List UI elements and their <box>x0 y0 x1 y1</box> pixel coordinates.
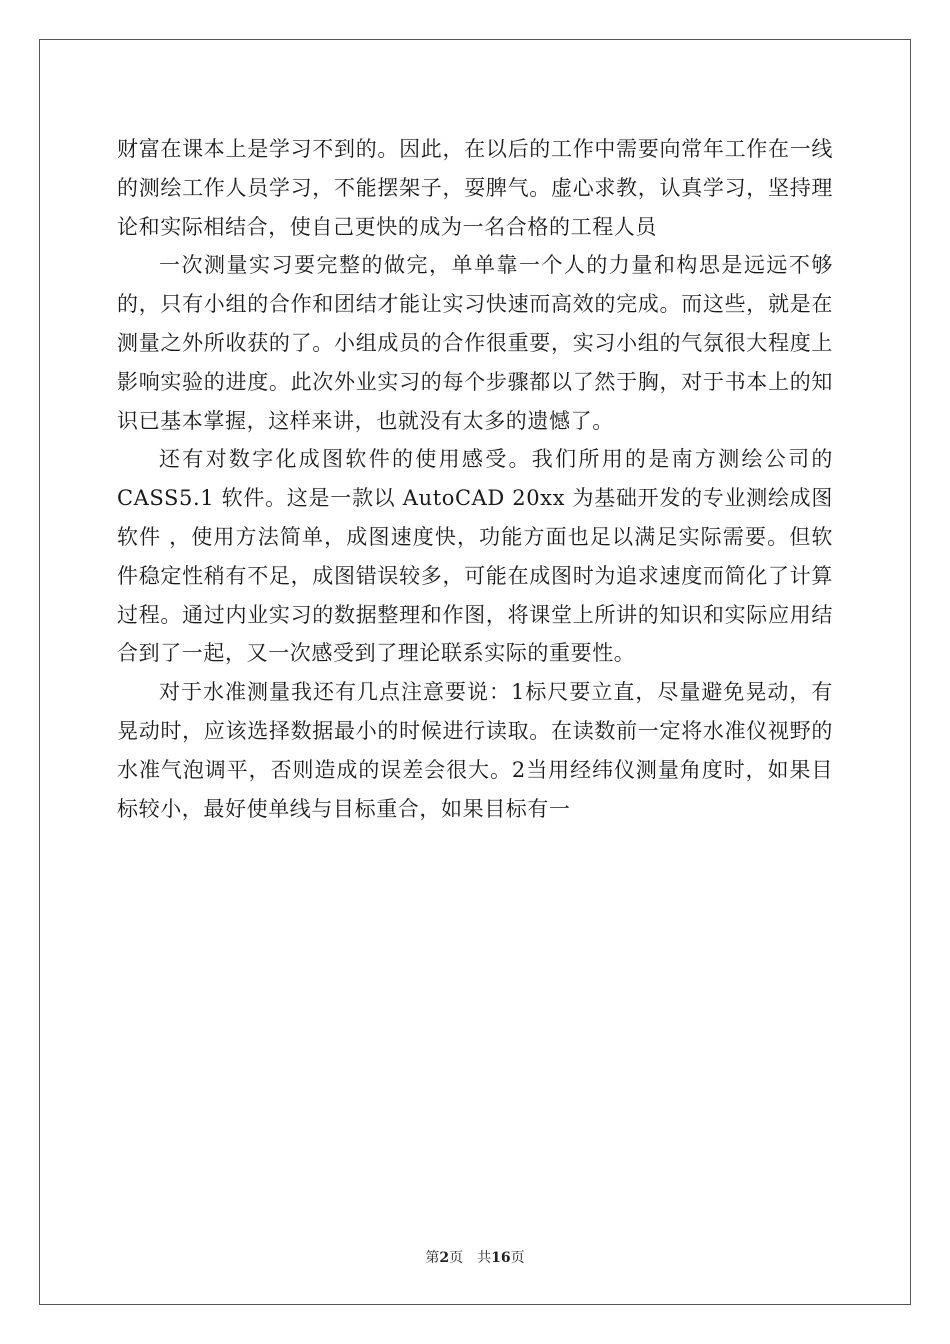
current-page-number: 2 <box>439 1250 450 1266</box>
total-suffix: 页 <box>510 1250 525 1266</box>
page-prefix: 第 <box>425 1250 440 1266</box>
paragraph-1: 财富在课本上是学习不到的。因此，在以后的工作中需要向常年工作在一线的测绘工作人员学习，不能摆架子，耍脾气。虚心求教，认真学习，坚持理论和实际相结合，使自己更快的成为一名合格的工程人员 <box>117 137 833 239</box>
page-suffix: 页 <box>449 1250 464 1266</box>
paragraph-2: 一次测量实习要完整的做完，单单靠一个人的力量和构思是远远不够的，只有小组的合作和团结才能让实习快速而高效的完成。而这些，就是在测量之外所收获的了。小组成员的合作很重要，实习小组的气氛很大程度上影响实验的进度。此次外业实习的每个步骤都以了然于胸，对于书本上的知识已基本掌握，这样来讲，也就没有太多的遗憾了。 <box>117 253 833 433</box>
paragraph-4: 对于水准测量我还有几点注意要说：1标尺要立直，尽量避免晃动，有晃动时，应该选择数据最小的时候进行读取。在读数前一定将水准仪视野的水准气泡调平，否则造成的误差会很大。2当用经纬仪测量角度时，如果目标较小，最好使单线与目标重合，如果目标有一 <box>117 680 833 821</box>
page-footer <box>0 1247 950 1267</box>
total-page-count: 16 <box>491 1250 511 1266</box>
total-prefix: 共 <box>477 1250 492 1266</box>
document-body <box>117 130 833 828</box>
paragraph-3: 还有对数字化成图软件的使用感受。我们所用的是南方测绘公司的 CASS5.1 软件。这是一款以 AutoCAD 20xx 为基础开发的专业测绘成图软件 ，使用方法简单，成图速度快，功能方面也足以满足实际需要。但软件稳定性稍有不足，成图错误较多，可能在成图时为追求速度而简化了计算过程。通过内业实习的数据整理和作图，将课堂上所讲的知识和实际应用结合到了一起，又一次感受到了理论联系实际的重要性。 <box>117 447 833 666</box>
